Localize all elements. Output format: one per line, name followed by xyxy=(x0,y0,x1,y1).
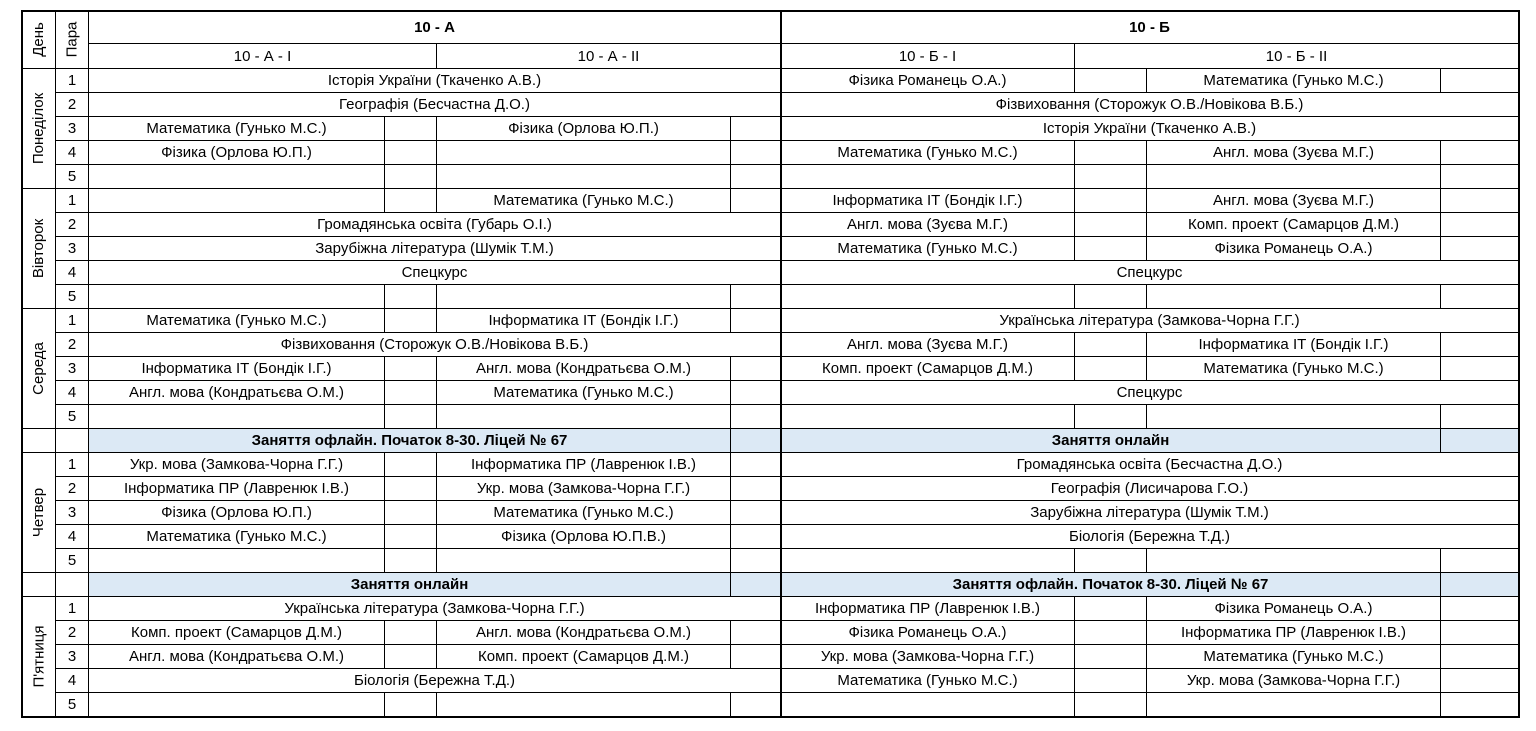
friday-p5-b-cell-2 xyxy=(1075,693,1147,717)
friday-p5-a-cell-1 xyxy=(89,693,385,717)
friday-period-5: 5 xyxy=(56,693,89,717)
header-group-a: 10 - А xyxy=(89,11,781,44)
tuesday-period-4: 4 xyxy=(56,261,89,285)
friday-p1-b-cell-4 xyxy=(1441,597,1519,621)
monday-day xyxy=(22,69,56,189)
wednesday-p3-a-cell-3: Англ. мова (Кондратьєва О.М.) xyxy=(437,357,731,381)
thursday-period-5: 5 xyxy=(56,549,89,573)
thursday-banner-b: Заняття онлайн xyxy=(781,429,1441,453)
tuesday-p1-b-cell-1: Інформатика ІТ (Бондік І.Г.) xyxy=(781,189,1075,213)
tuesday-period-5: 5 xyxy=(56,285,89,309)
wednesday-p1-a-cell-1: Математика (Гунько М.С.) xyxy=(89,309,385,333)
friday-p4-b-cell-2 xyxy=(1075,669,1147,693)
thursday-p5-b-cell-4 xyxy=(1441,549,1519,573)
wednesday-period-2: 2 xyxy=(56,333,89,357)
tuesday-p5-b-cell-2 xyxy=(1075,285,1147,309)
wednesday-p5-b-cell-4 xyxy=(1441,405,1519,429)
wednesday-p4-a-cell-3: Математика (Гунько М.С.) xyxy=(437,381,731,405)
wednesday-p3-b-cell-1: Комп. проект (Самарцов Д.М.) xyxy=(781,357,1075,381)
wednesday-p5-a-cell-2 xyxy=(385,405,437,429)
friday-banner-day xyxy=(22,573,56,597)
friday-p3-b-cell-1: Укр. мова (Замкова-Чорна Г.Г.) xyxy=(781,645,1075,669)
friday-day xyxy=(22,597,56,717)
tuesday-p2-b-cell-4 xyxy=(1441,213,1519,237)
tuesday-p3-b-cell-4 xyxy=(1441,237,1519,261)
monday-p4-b-cell-4 xyxy=(1441,141,1519,165)
monday-p5-b-cell-1 xyxy=(781,165,1075,189)
thursday-period-1: 1 xyxy=(56,453,89,477)
header-sub-b2: 10 - Б - ІІ xyxy=(1075,44,1519,69)
header-sub-a1: 10 - А - І xyxy=(89,44,437,69)
wednesday-p2-b-cell-4 xyxy=(1441,333,1519,357)
thursday-p1-a-cell-1: Укр. мова (Замкова-Чорна Г.Г.) xyxy=(89,453,385,477)
border-right xyxy=(1518,10,1520,718)
friday-p3-a-cell-1: Англ. мова (Кондратьєва О.М.) xyxy=(89,645,385,669)
friday-banner-a: Заняття онлайн xyxy=(89,573,731,597)
monday-p1-b-cell-3: Математика (Гунько М.С.) xyxy=(1147,69,1441,93)
wednesday-p5-b-cell-1 xyxy=(781,405,1075,429)
header-para-label: Пара xyxy=(63,21,81,58)
wednesday-p3-a-cell-2 xyxy=(385,357,437,381)
monday-p4-b-cell-1: Математика (Гунько М.С.) xyxy=(781,141,1075,165)
border-group-divider xyxy=(780,10,782,718)
monday-p5-a-cell-2 xyxy=(385,165,437,189)
friday-p2-a-cell-4 xyxy=(731,621,781,645)
thursday-p5-b-cell-3 xyxy=(1147,549,1441,573)
monday-p4-a-cell-2 xyxy=(385,141,437,165)
friday-p2-a-cell-1: Комп. проект (Самарцов Д.М.) xyxy=(89,621,385,645)
tuesday-p5-a-cell-3 xyxy=(437,285,731,309)
wednesday-p2-a-merged: Фізвиховання (Сторожук О.В./Новікова В.Б.) xyxy=(89,333,781,357)
tuesday-p2-a-merged: Громадянська освіта (Губарь О.І.) xyxy=(89,213,781,237)
thursday-p2-b-merged: Географія (Лисичарова Г.О.) xyxy=(781,477,1519,501)
friday-p5-b-cell-3 xyxy=(1147,693,1441,717)
tuesday-period-3: 3 xyxy=(56,237,89,261)
wednesday-day xyxy=(22,309,56,429)
tuesday-p2-b-cell-1: Англ. мова (Зуєва М.Г.) xyxy=(781,213,1075,237)
thursday-p5-a-cell-4 xyxy=(731,549,781,573)
header-group-b: 10 - Б xyxy=(781,11,1519,44)
tuesday-p5-b-cell-1 xyxy=(781,285,1075,309)
thursday-p1-b-merged: Громадянська освіта (Бесчастна Д.О.) xyxy=(781,453,1519,477)
wednesday-p2-b-cell-2 xyxy=(1075,333,1147,357)
thursday-p1-a-cell-2 xyxy=(385,453,437,477)
thursday-p2-a-cell-3: Укр. мова (Замкова-Чорна Г.Г.) xyxy=(437,477,731,501)
thursday-period-3: 3 xyxy=(56,501,89,525)
thursday-p4-a-cell-2 xyxy=(385,525,437,549)
header-sub-a2: 10 - А - ІІ xyxy=(437,44,781,69)
thursday-p4-a-cell-1: Математика (Гунько М.С.) xyxy=(89,525,385,549)
wednesday-p4-a-cell-1: Англ. мова (Кондратьєва О.М.) xyxy=(89,381,385,405)
header-day xyxy=(22,11,56,69)
wednesday-p1-a-cell-3: Інформатика ІТ (Бондік І.Г.) xyxy=(437,309,731,333)
monday-p5-a-cell-1 xyxy=(89,165,385,189)
tuesday-p2-b-cell-3: Комп. проект (Самарцов Д.М.) xyxy=(1147,213,1441,237)
thursday-period-4: 4 xyxy=(56,525,89,549)
thursday-day xyxy=(22,453,56,573)
friday-p5-a-cell-3 xyxy=(437,693,731,717)
thursday-p5-a-cell-1 xyxy=(89,549,385,573)
friday-banner-para xyxy=(56,573,89,597)
thursday-p3-a-cell-4 xyxy=(731,501,781,525)
friday-p3-b-cell-3: Математика (Гунько М.С.) xyxy=(1147,645,1441,669)
friday-banner-a-end xyxy=(731,573,781,597)
tuesday-p5-a-cell-2 xyxy=(385,285,437,309)
header-day-label: День xyxy=(30,22,48,57)
thursday-p5-a-cell-2 xyxy=(385,549,437,573)
thursday-banner-para xyxy=(56,429,89,453)
thursday-day-label: Четвер xyxy=(30,487,48,538)
thursday-p4-b-merged: Біологія (Бережна Т.Д.) xyxy=(781,525,1519,549)
tuesday-day-label: Вівторок xyxy=(30,218,47,279)
friday-p1-b-cell-1: Інформатика ПР (Лавренюк І.В.) xyxy=(781,597,1075,621)
friday-p1-b-cell-2 xyxy=(1075,597,1147,621)
thursday-banner-a: Заняття офлайн. Початок 8-30. Ліцей № 67 xyxy=(89,429,731,453)
tuesday-p1-a-cell-1 xyxy=(89,189,385,213)
friday-banner-b: Заняття офлайн. Початок 8-30. Ліцей № 67 xyxy=(781,573,1441,597)
wednesday-p4-a-cell-2 xyxy=(385,381,437,405)
header-para xyxy=(56,11,89,69)
monday-p2-a-merged: Географія (Бесчастна Д.О.) xyxy=(89,93,781,117)
monday-p3-a-cell-2 xyxy=(385,117,437,141)
tuesday-p3-b-cell-2 xyxy=(1075,237,1147,261)
thursday-p5-b-cell-1 xyxy=(781,549,1075,573)
tuesday-p1-a-cell-2 xyxy=(385,189,437,213)
wednesday-period-5: 5 xyxy=(56,405,89,429)
wednesday-p3-b-cell-4 xyxy=(1441,357,1519,381)
thursday-p3-b-merged: Зарубіжна література (Шумік Т.М.) xyxy=(781,501,1519,525)
friday-p5-b-cell-4 xyxy=(1441,693,1519,717)
wednesday-p2-b-cell-3: Інформатика ІТ (Бондік І.Г.) xyxy=(1147,333,1441,357)
monday-p3-a-cell-1: Математика (Гунько М.С.) xyxy=(89,117,385,141)
tuesday-period-1: 1 xyxy=(56,189,89,213)
wednesday-period-4: 4 xyxy=(56,381,89,405)
wednesday-p1-b-merged: Українська література (Замкова-Чорна Г.Г.) xyxy=(781,309,1519,333)
tuesday-period-2: 2 xyxy=(56,213,89,237)
wednesday-p2-b-cell-1: Англ. мова (Зуєва М.Г.) xyxy=(781,333,1075,357)
friday-period-1: 1 xyxy=(56,597,89,621)
border-left xyxy=(21,10,23,718)
wednesday-period-3: 3 xyxy=(56,357,89,381)
thursday-p3-a-cell-2 xyxy=(385,501,437,525)
friday-p5-b-cell-1 xyxy=(781,693,1075,717)
monday-p4-a-cell-3 xyxy=(437,141,731,165)
friday-period-3: 3 xyxy=(56,645,89,669)
friday-p1-b-cell-3: Фізика Романець О.А.) xyxy=(1147,597,1441,621)
monday-p5-a-cell-4 xyxy=(731,165,781,189)
tuesday-p1-b-cell-4 xyxy=(1441,189,1519,213)
friday-banner-b-end xyxy=(1441,573,1519,597)
tuesday-day xyxy=(22,189,56,309)
friday-p3-b-cell-4 xyxy=(1441,645,1519,669)
thursday-p1-a-cell-4 xyxy=(731,453,781,477)
tuesday-p3-b-cell-1: Математика (Гунько М.С.) xyxy=(781,237,1075,261)
wednesday-p5-a-cell-1 xyxy=(89,405,385,429)
monday-p4-b-cell-2 xyxy=(1075,141,1147,165)
wednesday-p1-a-cell-2 xyxy=(385,309,437,333)
tuesday-p1-b-cell-2 xyxy=(1075,189,1147,213)
tuesday-p3-b-cell-3: Фізика Романець О.А.) xyxy=(1147,237,1441,261)
tuesday-p5-a-cell-1 xyxy=(89,285,385,309)
thursday-p3-a-cell-1: Фізика (Орлова Ю.П.) xyxy=(89,501,385,525)
wednesday-period-1: 1 xyxy=(56,309,89,333)
border-top xyxy=(21,10,1520,12)
wednesday-p1-a-cell-4 xyxy=(731,309,781,333)
friday-p2-a-cell-2 xyxy=(385,621,437,645)
tuesday-p2-b-cell-2 xyxy=(1075,213,1147,237)
wednesday-p3-a-cell-4 xyxy=(731,357,781,381)
wednesday-p4-a-cell-4 xyxy=(731,381,781,405)
friday-day-label: П'ятниця xyxy=(30,625,48,688)
tuesday-p5-b-cell-4 xyxy=(1441,285,1519,309)
friday-p4-a-merged: Біологія (Бережна Т.Д.) xyxy=(89,669,781,693)
monday-period-1: 1 xyxy=(56,69,89,93)
tuesday-p4-b-merged: Спецкурс xyxy=(781,261,1519,285)
thursday-p4-a-cell-4 xyxy=(731,525,781,549)
wednesday-day-label: Середа xyxy=(30,342,47,395)
wednesday-p3-a-cell-1: Інформатика ІТ (Бондік І.Г.) xyxy=(89,357,385,381)
friday-p3-b-cell-2 xyxy=(1075,645,1147,669)
thursday-p3-a-cell-3: Математика (Гунько М.С.) xyxy=(437,501,731,525)
monday-p4-b-cell-3: Англ. мова (Зуєва М.Г.) xyxy=(1147,141,1441,165)
monday-day-label: Понеділок xyxy=(30,92,47,165)
monday-period-4: 4 xyxy=(56,141,89,165)
wednesday-p3-b-cell-2 xyxy=(1075,357,1147,381)
friday-p1-a-merged: Українська література (Замкова-Чорна Г.Г.) xyxy=(89,597,781,621)
friday-p3-a-cell-4 xyxy=(731,645,781,669)
thursday-p4-a-cell-3: Фізика (Орлова Ю.П.В.) xyxy=(437,525,731,549)
thursday-banner-a-end xyxy=(731,429,781,453)
monday-p3-a-cell-4 xyxy=(731,117,781,141)
friday-p5-a-cell-2 xyxy=(385,693,437,717)
tuesday-p1-a-cell-3: Математика (Гунько М.С.) xyxy=(437,189,731,213)
header-sub-b1: 10 - Б - І xyxy=(781,44,1075,69)
tuesday-p5-a-cell-4 xyxy=(731,285,781,309)
monday-p5-a-cell-3 xyxy=(437,165,731,189)
monday-p1-b-cell-4 xyxy=(1441,69,1519,93)
monday-p5-b-cell-2 xyxy=(1075,165,1147,189)
friday-p2-b-cell-2 xyxy=(1075,621,1147,645)
monday-p1-b-cell-1: Фізика Романець О.А.) xyxy=(781,69,1075,93)
wednesday-p4-b-merged: Спецкурс xyxy=(781,381,1519,405)
monday-p2-b-merged: Фізвиховання (Сторожук О.В./Новікова В.Б.) xyxy=(781,93,1519,117)
thursday-p2-a-cell-1: Інформатика ПР (Лавренюк І.В.) xyxy=(89,477,385,501)
tuesday-p5-b-cell-3 xyxy=(1147,285,1441,309)
friday-p2-b-cell-3: Інформатика ПР (Лавренюк І.В.) xyxy=(1147,621,1441,645)
friday-p2-a-cell-3: Англ. мова (Кондратьєва О.М.) xyxy=(437,621,731,645)
thursday-period-2: 2 xyxy=(56,477,89,501)
friday-p5-a-cell-4 xyxy=(731,693,781,717)
monday-p4-a-cell-4 xyxy=(731,141,781,165)
monday-p3-b-merged: Історія України (Ткаченко А.В.) xyxy=(781,117,1519,141)
monday-period-3: 3 xyxy=(56,117,89,141)
monday-p4-a-cell-1: Фізика (Орлова Ю.П.) xyxy=(89,141,385,165)
thursday-p2-a-cell-2 xyxy=(385,477,437,501)
monday-p5-b-cell-3 xyxy=(1147,165,1441,189)
tuesday-p4-a-merged: Спецкурс xyxy=(89,261,781,285)
friday-p3-a-cell-2 xyxy=(385,645,437,669)
wednesday-p5-b-cell-3 xyxy=(1147,405,1441,429)
friday-p4-b-cell-1: Математика (Гунько М.С.) xyxy=(781,669,1075,693)
border-bottom xyxy=(21,716,1520,718)
thursday-p5-b-cell-2 xyxy=(1075,549,1147,573)
friday-p2-b-cell-4 xyxy=(1441,621,1519,645)
wednesday-p5-b-cell-2 xyxy=(1075,405,1147,429)
monday-p5-b-cell-4 xyxy=(1441,165,1519,189)
thursday-p2-a-cell-4 xyxy=(731,477,781,501)
tuesday-p3-a-merged: Зарубіжна література (Шумік Т.М.) xyxy=(89,237,781,261)
friday-p4-b-cell-4 xyxy=(1441,669,1519,693)
monday-p3-a-cell-3: Фізика (Орлова Ю.П.) xyxy=(437,117,731,141)
tuesday-p1-a-cell-4 xyxy=(731,189,781,213)
thursday-p5-a-cell-3 xyxy=(437,549,731,573)
wednesday-p5-a-cell-3 xyxy=(437,405,731,429)
friday-p4-b-cell-3: Укр. мова (Замкова-Чорна Г.Г.) xyxy=(1147,669,1441,693)
thursday-banner-day xyxy=(22,429,56,453)
tuesday-p1-b-cell-3: Англ. мова (Зуєва М.Г.) xyxy=(1147,189,1441,213)
friday-period-4: 4 xyxy=(56,669,89,693)
monday-p1-a-merged: Історія України (Ткаченко А.В.) xyxy=(89,69,781,93)
monday-p1-b-cell-2 xyxy=(1075,69,1147,93)
wednesday-p3-b-cell-3: Математика (Гунько М.С.) xyxy=(1147,357,1441,381)
monday-period-5: 5 xyxy=(56,165,89,189)
monday-period-2: 2 xyxy=(56,93,89,117)
thursday-banner-b-end xyxy=(1441,429,1519,453)
friday-p3-a-cell-3: Комп. проект (Самарцов Д.М.) xyxy=(437,645,731,669)
wednesday-p5-a-cell-4 xyxy=(731,405,781,429)
friday-period-2: 2 xyxy=(56,621,89,645)
friday-p2-b-cell-1: Фізика Романець О.А.) xyxy=(781,621,1075,645)
thursday-p1-a-cell-3: Інформатика ПР (Лавренюк І.В.) xyxy=(437,453,731,477)
